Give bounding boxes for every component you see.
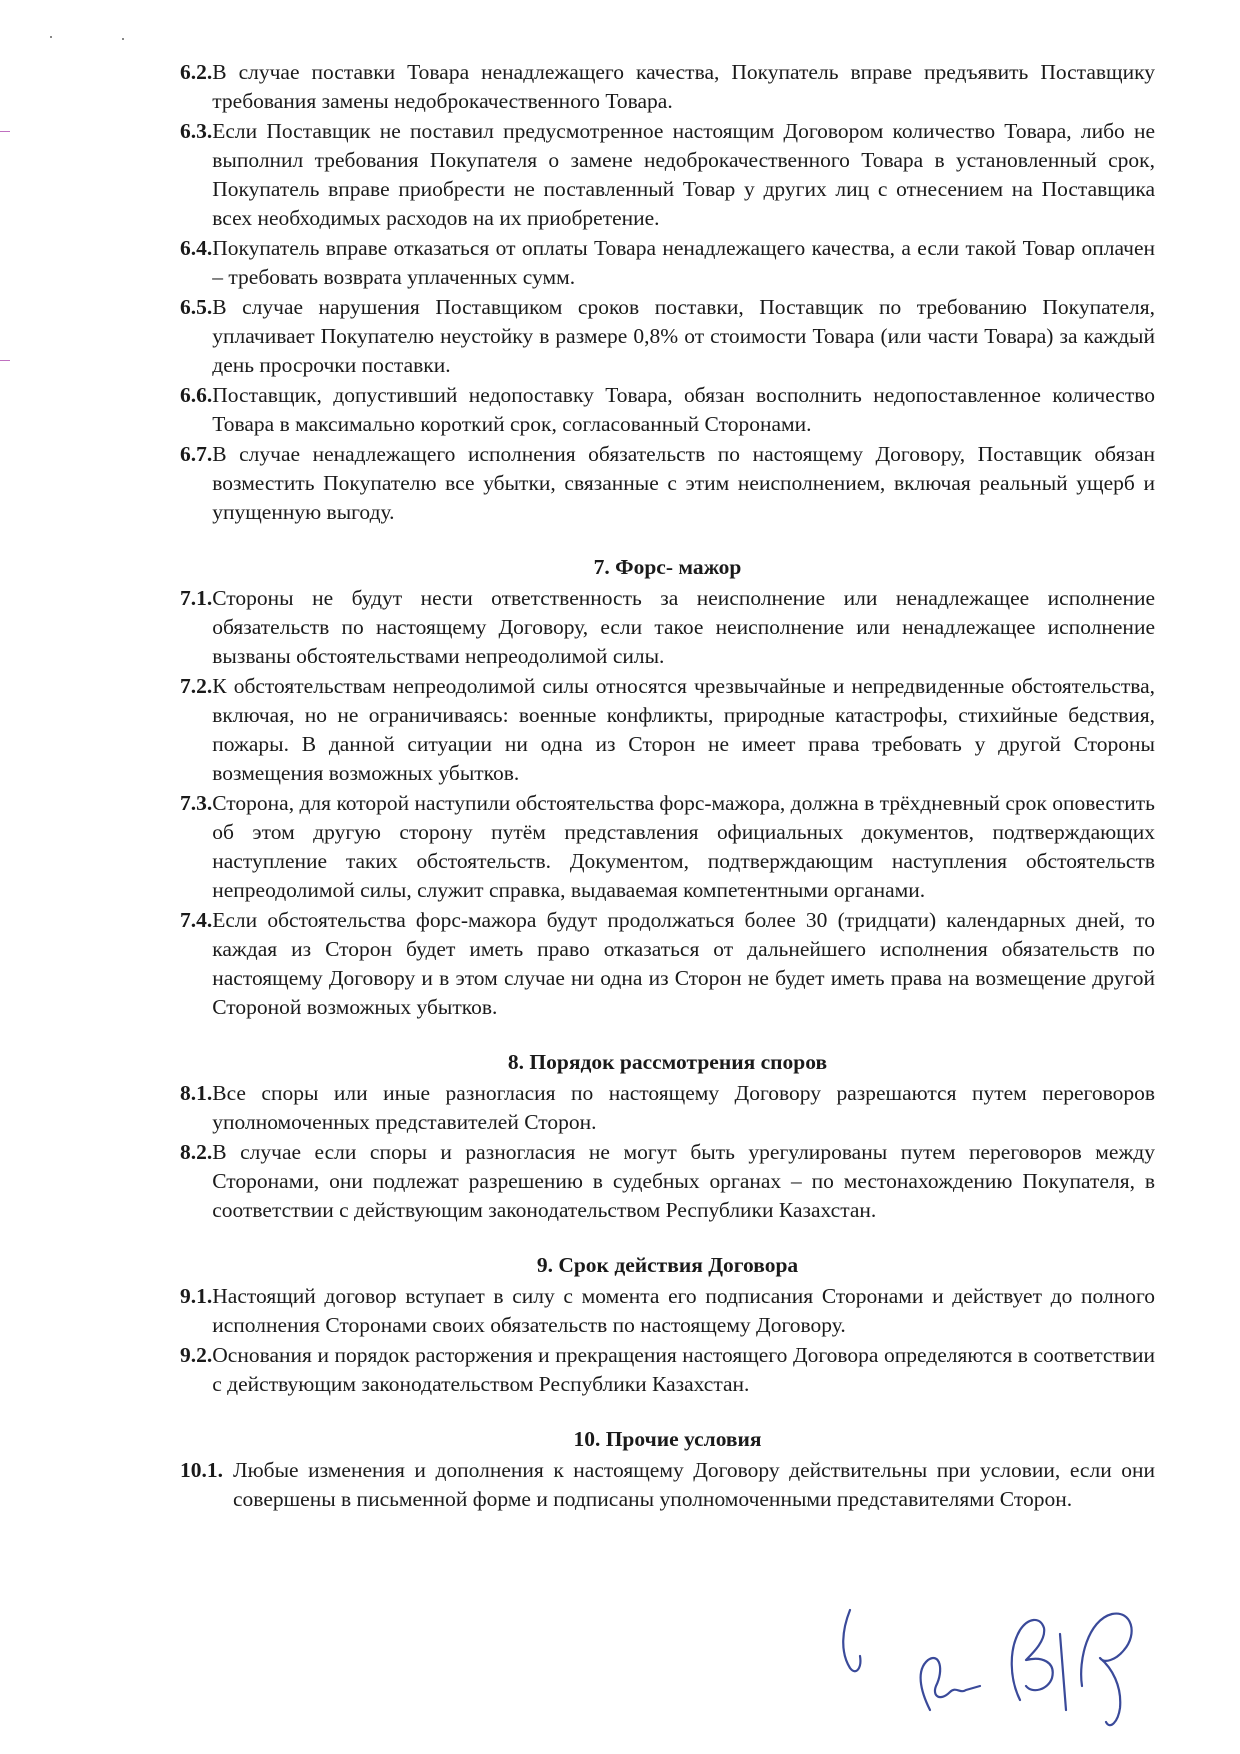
section-heading: 7. Форс- мажор — [593, 555, 742, 579]
clause-number: 8.2. — [180, 1140, 213, 1164]
signature-right — [1081, 1614, 1131, 1726]
clause-text: Если Поставщик не поставил предусмотренное настоящим Договором количество Товара, либо не выполнил требования Покупателя о замене недоброкачественного Товара в установленный срок, Покупатель вправе приобрести не поставленный Товар у других лиц с отнесением на Поставщика всех необходимых расходов на их приобретение. — [212, 119, 1155, 230]
document-body — [180, 58, 1155, 1515]
clause-number: 6.3. — [180, 119, 213, 143]
clause-number: 7.4. — [180, 908, 213, 932]
clause-number: 6.5. — [180, 295, 213, 319]
clause-9-2 — [180, 1341, 1155, 1399]
clause-text: В случае нарушения Поставщиком сроков поставки, Поставщик по требованию Покупателя, уплачивает Покупателю неустойку в размере 0,8% от стоимости Товара (или части Товара) за каждый день просрочки поставки. — [212, 295, 1155, 377]
clause-text: Основания и порядок расторжения и прекращения настоящего Договора определяются в соответствии с действующим законодательством Республики Казахстан. — [212, 1343, 1155, 1396]
clause-8-1 — [180, 1079, 1155, 1137]
clause-6-3 — [180, 117, 1155, 233]
clause-7-1 — [180, 584, 1155, 671]
clause-6-4 — [180, 234, 1155, 292]
scan-speck — [50, 36, 52, 38]
clause-number: 9.2. — [180, 1343, 213, 1367]
clause-6-2 — [180, 58, 1155, 116]
clause-text: Настоящий договор вступает в силу с момента его подписания Сторонами и действует до полного исполнения Сторонами своих обязательств по настоящему Договору. — [212, 1284, 1155, 1337]
clause-text: Покупатель вправе отказаться от оплаты Товара ненадлежащего качества, а если такой Товар оплачен – требовать возврата уплаченных сумм. — [212, 236, 1155, 289]
clause-text: Стороны не будут нести ответственность за неисполнение или ненадлежащее исполнение обязательств по настоящему Договору, если такое неисполнение или ненадлежащее исполнение вызваны обстоятельствами непреодолимой силы. — [212, 586, 1155, 668]
clause-6-5 — [180, 293, 1155, 380]
section-8 — [180, 1048, 1155, 1225]
margin-mark — [0, 360, 10, 361]
clause-number: 8.1. — [180, 1081, 213, 1105]
clause-text: Все споры или иные разногласия по настоящему Договору разрешаются путем переговоров уполномоченных представителей Сторон. — [212, 1081, 1155, 1134]
clause-number: 6.4. — [180, 236, 213, 260]
clause-number: 6.7. — [180, 442, 213, 466]
section-6 — [180, 58, 1155, 527]
clause-text: В случае поставки Товара ненадлежащего качества, Покупатель вправе предъявить Поставщику требования замены недоброкачественного Товара. — [212, 60, 1155, 113]
clause-number: 6.2. — [180, 60, 213, 84]
signature-initial-stroke — [843, 1610, 860, 1671]
clause-number: 7.3. — [180, 791, 213, 815]
section-heading: 8. Порядок рассмотрения споров — [507, 1050, 828, 1074]
clause-number: 7.2. — [180, 674, 213, 698]
scan-speck — [122, 38, 124, 40]
clause-text: В случае ненадлежащего исполнения обязательств по настоящему Договору, Поставщик обязан возместить Покупателю все убытки, связанные с этим неисполнением, включая реальный ущерб и упущенную выгоду. — [212, 442, 1155, 524]
section-9 — [180, 1251, 1155, 1399]
clause-8-2 — [180, 1138, 1155, 1225]
clause-9-1 — [180, 1282, 1155, 1340]
clause-text: В случае если споры и разногласия не могут быть урегулированы путем переговоров между Сторонами, они подлежат разрешению в судебных органах – по местонахождению Покупателя, в соответствии с действующим законодательством Республики Казахстан. — [212, 1140, 1155, 1222]
signature-left — [921, 1658, 980, 1710]
clause-10-1 — [180, 1456, 1155, 1514]
clause-text: Если обстоятельства форс-мажора будут продолжаться более 30 (тридцати) календарных дней, то каждая из Сторон будет иметь право отказаться от дальнейшего исполнения обязательств по настоящему Договору и в этом случае ни одна из Сторон не будет иметь права на возмещение другой Стороной возможных убытков. — [212, 908, 1155, 1019]
clause-number: 10.1. — [180, 1458, 223, 1482]
clause-text: Поставщик, допустивший недопоставку Товара, обязан восполнить недопоставленное количество Товара в максимально короткий срок, согласованный Сторонами. — [212, 383, 1155, 436]
clause-text: Сторона, для которой наступили обстоятельства форс-мажора, должна в трёхдневный срок оповестить об этом другую сторону путём представления официальных документов, подтверждающих наступление таких обстоятельств. Документом, подтверждающим наступления обстоятельств непреодолимой силы, служит справка, выдаваемая компетентными органами. — [212, 791, 1155, 902]
clause-6-7 — [180, 440, 1155, 527]
signatures — [820, 1590, 1180, 1740]
clause-number: 9.1. — [180, 1284, 213, 1308]
margin-mark — [0, 131, 10, 132]
clause-7-3 — [180, 789, 1155, 905]
section-heading: 9. Срок действия Договора — [536, 1253, 799, 1277]
clause-7-2 — [180, 672, 1155, 788]
section-heading: 10. Прочие условия — [573, 1427, 762, 1451]
clause-7-4 — [180, 906, 1155, 1022]
section-10 — [180, 1425, 1155, 1514]
section-7 — [180, 553, 1155, 1022]
clause-number: 6.6. — [180, 383, 213, 407]
clause-text: Любые изменения и дополнения к настоящему Договору действительны при условии, если они совершены в письменной форме и подписаны уполномоченными представителями Сторон. — [233, 1458, 1155, 1511]
clause-number: 7.1. — [180, 586, 213, 610]
clause-6-6 — [180, 381, 1155, 439]
signature-middle — [1012, 1620, 1066, 1710]
clause-text: К обстоятельствам непреодолимой силы относятся чрезвычайные и непредвиденные обстоятельства, включая, но не ограничиваясь: военные конфликты, природные катастрофы, стихийные бедствия, пожары. В данной ситуации ни одна из Сторон не имеет права требовать у другой Стороны возмещения возможных убытков. — [212, 674, 1155, 785]
